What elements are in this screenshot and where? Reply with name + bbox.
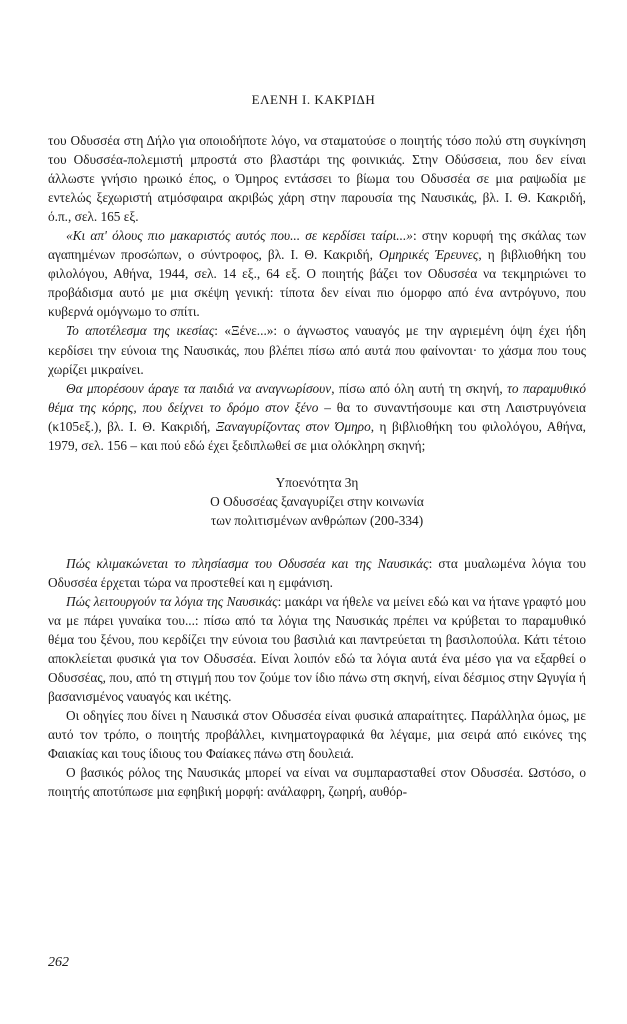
quoted-verse: «Κι απ' όλους πιο μακαριστός αυτός που... σε κερδίσει ταίρι...» (66, 228, 413, 244)
paragraph: Θα μπορέσουν άραγε τα παιδιά να αναγνωρίσουν, πίσω από όλη αυτή τη σκηνή, το παραμυθικό θέμα της κόρης, που δείχνει το δρόμο στον ξένο – θα το συναντήσουμε και στη Λαιστρυγόνεια (κ105εξ.), βλ. Ι. Θ. Κακριδή, Ξαναγυρίζοντας στον Όμηρο, η βιβλιοθήκη του φιλολόγου, Αθήνα, 1979, σελ. 156 – και πού εδώ έχει ξεδιπλωθεί σε μια ολόκληρη σκηνή; (48, 380, 586, 453)
paragraph: του Οδυσσέα στη Δήλο για οποιοδήποτε λόγο, να σταματούσε ο ποιητής τόσο πολύ στη συγκίνηση του Οδυσσέα-πολεμιστή μπροστά στο βλαστάρι της φοινικιάς. Στην Οδύσσεια, που δεν είναι άλλωστε γνήσιο ηρωικό έπος, ο Όμηρος εντάσσει το βίωμα του Οδυσσέα σε μια ραψωδία με εντελώς ξεχωριστή ατμόσφαιρα ακριβώς χάρη στην παρουσία της Ναυσικάς, βλ. Ι. Θ. Κακριδή, ό.π., σελ. 165 εξ. (48, 133, 586, 225)
paragraph: Πώς λειτουργούν τα λόγια της Ναυσικάς: μακάρι να ήθελε να μείνει εδώ και να ήτανε γραφτό μου να με πάρει γυναίκα του...: πίσω από τα λόγια της Ναυσικάς πρέπει να κρύβεται το παραμυθικό θέμα του ξένου, που κερδίζει την εύνοια του βασιλιά και παντρεύεται τη βασιλοπούλα. Κάτι τέτοιο αποκλείεται φυσικά για τον Οδυσσέα. Είναι λοιπόν εδώ τα λόγια αυτά ένα μέσο για να εξαρθεί ο Οδυσσέας, που, από τη στιγμή που τον ζούμε τον ίδιο πάνω στη σκηνή, είναι δέσμιος στην Ωγυγία ή βασανισμένος ναυαγός και ικέτης. (48, 593, 586, 705)
question-text: Θα μπορέσουν άραγε τα παιδιά να αναγνωρίσουν (66, 380, 332, 396)
book-title: Ομηρικές Έρευνες (378, 247, 479, 263)
body-text (48, 131, 586, 801)
subsection-heading (48, 473, 586, 530)
question-text: Πώς λειτουργούν τα λόγια της Ναυσικάς (66, 593, 278, 609)
question-text: το παραμυθικό θέμα της κόρης, που δείχνει το δρόμο στον ξένο (48, 380, 586, 415)
subsection-title: Ο Οδυσσέας ξαναγυρίζει στην κοινωνία (210, 493, 424, 509)
paragraph: Το αποτέλεσμα της ικεσίας: «Ξένε...»: ο άγνωστος ναυαγός με την αγριεμένη όψη έχει ήδη κερδίσει την εύνοια της Ναυσικάς, που βλέπει πίσω από αυτά που φαίνονται· το χάσμα που τους χωρίζει μικραίνει. (48, 323, 586, 377)
paragraph: Πώς κλιμακώνεται το πλησίασμα του Οδυσσέα και της Ναυσικάς: στα μυαλωμένα λόγια του Οδυσσέα έρχεται τώρα να προστεθεί και η εμφάνιση. (48, 555, 586, 590)
question-text: Πώς κλιμακώνεται το πλησίασμα του Οδυσσέα και της Ναυσικάς (66, 555, 429, 571)
page-number: 262 (48, 955, 69, 970)
paragraph: «Κι απ' όλους πιο μακαριστός αυτός που... σε κερδίσει ταίρι...»: στην κορυφή της σκάλας των αγαπημένων προσώπων, ο σύντροφος, βλ. Ι. Θ. Κακριδή, Ομηρικές Έρευνες, η βιβλιοθήκη του φιλολόγου, Αθήνα, 1944, σελ. 14 εξ., 64 εξ. Ο ποιητής βάζει τον Οδυσσέα να τεκμηριώνει το προβάδισμα αυτό με μια σκέψη γενική: τίποτα δεν είναι πιο όμορφο από ένα αντρόγυνο, που κυβερνά ομόγνωμο το σπίτι. (48, 228, 586, 320)
book-title: Ξαναγυρίζοντας στον Όμηρο (215, 418, 371, 434)
topic-heading: Το αποτέλεσμα της ικεσίας (66, 323, 215, 339)
subsection-label: Υποενότητα 3η (275, 474, 359, 490)
paragraph: Ο βασικός ρόλος της Ναυσικάς μπορεί να είναι να συμπαρασταθεί στον Οδυσσέα. Ωστόσο, ο ποιητής αποτύπωσε μια εφηβική μορφή: ανάλαφρη, ζωηρή, αυθόρ- (48, 765, 586, 800)
subsection-range: των πολιτισμένων ανθρώπων (200-334) (210, 512, 424, 528)
paragraph: Οι οδηγίες που δίνει η Ναυσικά στον Οδυσσέα είναι φυσικά απαραίτητες. Παράλληλα όμως, με αυτό τον τρόπο, ο ποιητής προβάλλει, κινηματογραφικά θα λέγαμε, μια σειρά από εικόνες της Φαιακίας και τους ίδιους του Φαίακες πάνω στη δουλειά. (48, 708, 586, 762)
running-header: ΕΛΕΝΗ Ι. ΚΑΚΡΙΔΗ (251, 92, 376, 107)
